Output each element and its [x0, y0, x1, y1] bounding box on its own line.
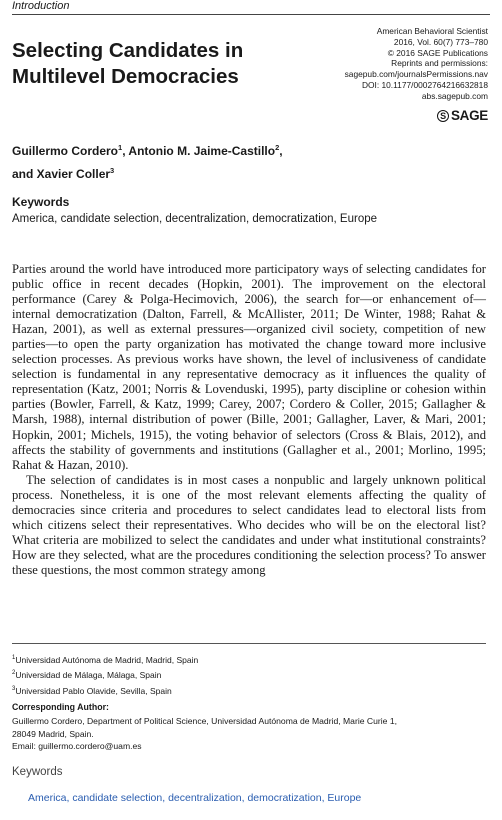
sage-logo-icon: S [437, 110, 449, 122]
affiliation-item: $^3$Universidad Pablo Olavide, Sevilla, Spain [12, 685, 172, 696]
keywords-panel-heading: Keywords [12, 766, 63, 778]
doi[interactable]: DOI: 10.1177/0002764216632818 [361, 79, 488, 90]
author-name: Xavier Coller [36, 167, 111, 181]
keywords-list: America, candidate selection, decentralization, democratization, Europe [12, 213, 378, 225]
article-body [12, 262, 486, 578]
permissions-url[interactable]: sagepub.com/journalsPermissions.nav [344, 69, 488, 80]
title-line-2: Multilevel Democracies [12, 65, 239, 88]
section-label: Introduction [12, 0, 70, 12]
keywords-panel-links[interactable]: America, candidate selection, decentralization, democratization, Europe [28, 792, 362, 804]
journal-site[interactable]: abs.sagepub.com [421, 90, 488, 101]
author-name: Guillermo Cordero [12, 144, 119, 158]
body-paragraph-1: Parties around the world have introduced more participatory ways of selecting candidates for public office in recent decades (Hopkin, 2001). The improvement on the electoral performance (Carey & Polga-Hecimovich, 2006), the search for—or enhancement of—internal democratization (Dalton, Farrell, & McAllister, 2011; De Winter, 1988; Rahat & Hazan, 2001), as well as external pressures—organized civil society, competition of new parties—to open the party organization has motivated the change toward more inclusive selection processes. As previous works have shown, the level of inclusiveness of candidate selection is fundamental in any representative democracy as it influences the quality of representation (Katz, 2001; Norris & Lovenduski, 1995), party discipline or cohesion within parties (Bowler, Farrell, & Katz, 1999; Carey, 2007; Cordero & Coller, 2015; Gallagher & Marsh, 1988), internal distribution of power (Bille, 2001; Gallagher, Laver, & Mari, 2001; Hopkin, 2001; Michels, 1915), the voting behavior of selectors (Cross & Blais, 2012), and affects the stability of governments and institutions (Gallagher et al., 2001; Morlino, 1995; Rahat & Hazan, 2010). [12, 262, 486, 472]
corresponding-author-heading: Corresponding Author: [12, 702, 109, 712]
sage-logo [437, 108, 488, 123]
header-rule [12, 14, 490, 15]
corresponding-author-details [12, 715, 487, 753]
copyright: © 2016 SAGE Publications [387, 47, 488, 58]
corresponding-address-line-2: 28049 Madrid, Spain. [12, 728, 94, 739]
body-paragraph-2: The selection of candidates is in most cases a nonpublic and largely unknown political process. Nonetheless, it is one of the most relevant elements affecting the quality of democracies since criteria and procedures to select candidates lead to electoral lists from which citizens select their representatives. Who decides who will be on the electoral list? What criteria are mobilized to select the candidates and under what institutional constraints? How are they selected, what are the procedures conditioning the selection process? To answer these questions, the most common strategy among [12, 472, 486, 577]
journal-name: American Behavioral Scientist [376, 26, 488, 36]
author-mark: 3 [110, 166, 115, 175]
sage-logo-text: SAGE [450, 108, 488, 123]
corresponding-email[interactable]: Email: guillermo.cordero@uam.es [12, 741, 142, 751]
reprints-label: Reprints and permissions: [391, 58, 488, 69]
corresponding-address-line-1: Guillermo Cordero, Department of Political Science, Universidad Autónoma de Madrid, Marie Curie 1, [12, 716, 397, 726]
title-line-1: Selecting Candidates in [12, 39, 244, 62]
article-title [12, 38, 282, 90]
affiliation-item: $^1$Universidad Autónoma de Madrid, Madrid, Spain [12, 654, 199, 665]
author-name: Antonio M. Jaime-Castillo [128, 144, 276, 158]
affiliation-item: $^2$Universidad de Málaga, Málaga, Spain [12, 670, 162, 681]
footnote-rule [12, 643, 486, 644]
author-list: Guillermo Cordero$^1$, Antonio M. Jaime-Castillo$^2$, and Xavier Coller$^3$ [12, 143, 283, 181]
volume-info: 2016, Vol. 60(7) 773–780 [393, 36, 488, 47]
affiliations [12, 652, 198, 698]
author-mark: 2 [275, 143, 280, 152]
author-mark: 1 [118, 143, 123, 152]
keywords-heading: Keywords [12, 195, 70, 209]
publication-info [345, 26, 488, 102]
